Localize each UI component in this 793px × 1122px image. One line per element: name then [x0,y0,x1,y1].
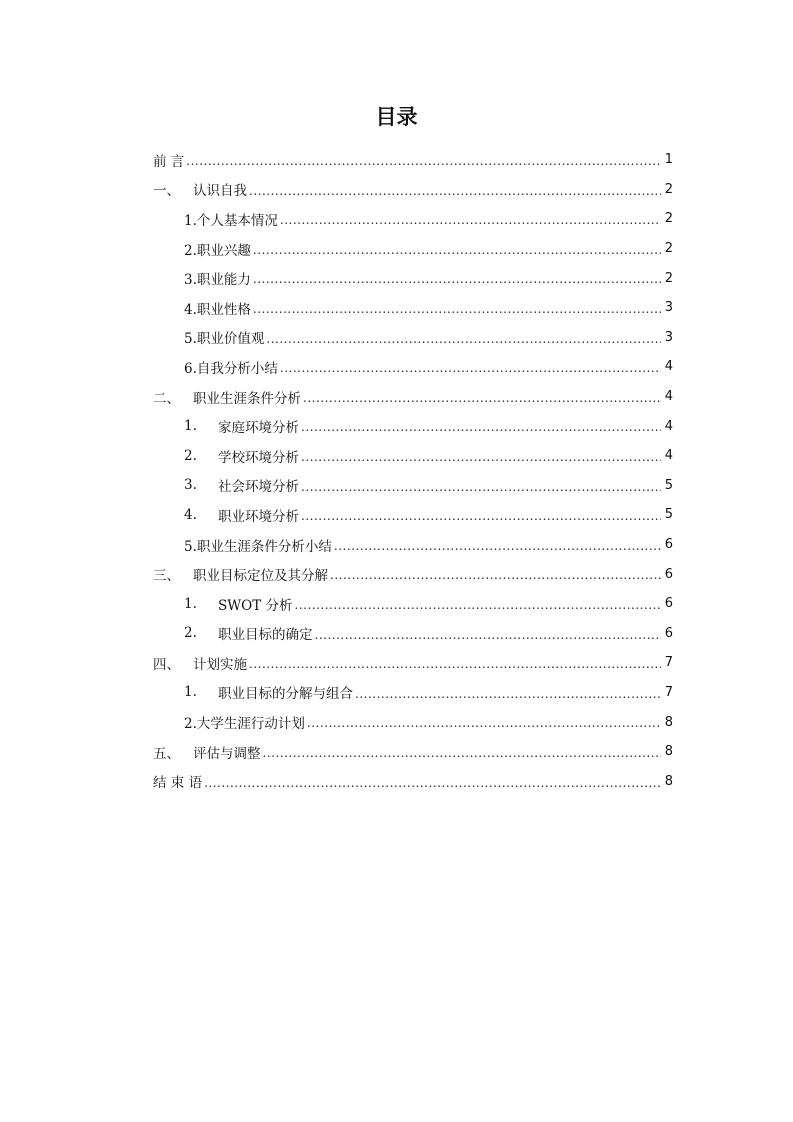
toc-entry[interactable] [153,530,673,560]
toc-entry[interactable] [153,175,673,205]
toc-entry-text: 家庭环境分析 [218,420,299,437]
toc-page-number: 6 [664,625,673,641]
toc-entry[interactable] [153,204,673,234]
toc-entry-text: 职业生涯条件分析 [193,390,301,407]
toc-leader-dots [280,362,661,376]
toc-page-number: 3 [664,300,673,316]
toc-entry-text: 职业目标定位及其分解 [193,568,328,585]
toc-entry-number: 2. [184,625,197,642]
toc-page-number: 8 [664,744,673,760]
toc-page-number: 2 [664,181,673,197]
toc-entry-number: 3. [184,477,197,494]
toc-leader-dots [301,481,661,495]
toc-page-number: 4 [664,359,673,375]
toc-entry-text: 5.职业价值观 [184,331,265,348]
toc-entry-text: 计划实施 [193,656,247,673]
toc-page-number: 6 [664,537,673,553]
toc-entry[interactable] [153,500,673,530]
toc-leader-dots [253,303,661,317]
toc-page-number: 8 [664,773,673,789]
toc-page-number: 7 [664,684,673,700]
toc-entry-number: 四、 [153,656,180,673]
toc-leader-dots [186,155,661,169]
toc-entry[interactable] [153,737,673,767]
toc-page-number: 7 [664,655,673,671]
toc-entry-text: 6.自我分析小结 [184,360,278,377]
toc-entry-text: 1.个人基本情况 [184,212,278,229]
toc-entry[interactable] [153,263,673,293]
toc-entry-number: 一、 [153,183,180,200]
toc-entry-text: 学校环境分析 [218,449,299,466]
page-title: 目录 [375,105,418,129]
toc-entry-text: 社会环境分析 [218,479,299,496]
toc-leader-dots [253,244,661,258]
toc-entry-text: 职业目标的分解与组合 [218,686,353,703]
toc-entry-number: 2. [184,447,197,464]
toc-leader-dots [263,747,662,761]
toc-leader-dots [303,392,661,406]
toc-entry[interactable] [153,323,673,353]
toc-entry-number: 1. [184,595,197,612]
toc-page-number: 8 [664,714,673,730]
table-of-contents [153,145,673,796]
toc-leader-dots [266,333,661,347]
toc-page-number: 4 [664,418,673,434]
toc-entry-text: 5.职业生涯条件分析小结 [184,538,332,555]
toc-leader-dots [280,214,661,228]
toc-page-number: 2 [664,270,673,286]
toc-entry[interactable] [153,589,673,619]
toc-leader-dots [249,658,661,672]
toc-entry[interactable] [153,234,673,264]
toc-leader-dots [301,451,661,465]
toc-entry[interactable] [153,766,673,796]
toc-page-number: 1 [664,152,673,168]
toc-entry-text: 职业目标的确定 [218,627,313,644]
toc-leader-dots [330,569,661,583]
toc-entry[interactable] [153,559,673,589]
toc-entry[interactable] [153,293,673,323]
toc-entry-number: 三、 [153,568,180,585]
toc-entry[interactable] [153,411,673,441]
toc-page-number: 6 [664,596,673,612]
toc-leader-dots [355,688,661,702]
toc-entry-text: 认识自我 [193,183,247,200]
toc-leader-dots [315,629,662,643]
toc-leader-dots [204,777,661,791]
toc-entry-text: 4.职业性格 [184,301,251,318]
toc-page-number: 2 [664,241,673,257]
toc-entry[interactable] [153,382,673,412]
toc-entry-number: 二、 [153,390,180,407]
toc-entry-text: SWOT 分析 [218,597,293,614]
toc-entry[interactable] [153,352,673,382]
toc-entry[interactable] [153,648,673,678]
toc-entry[interactable] [153,619,673,649]
toc-leader-dots [334,540,661,554]
toc-page-number: 6 [664,566,673,582]
toc-leader-dots [307,717,661,731]
toc-entry-text: 评估与调整 [193,745,261,762]
toc-entry-text: 职业环境分析 [218,508,299,525]
toc-entry[interactable] [153,145,673,175]
toc-leader-dots [249,185,661,199]
toc-page-number: 5 [664,477,673,493]
toc-entry-number: 4. [184,506,197,523]
toc-entry-text: 2.职业兴趣 [184,242,251,259]
toc-leader-dots [253,273,661,287]
toc-page-number: 5 [664,507,673,523]
toc-entry-text: 2.大学生涯行动计划 [184,716,305,733]
toc-page-number: 4 [664,389,673,405]
toc-entry-text: 前 言 [153,153,185,170]
toc-leader-dots [301,421,661,435]
toc-leader-dots [301,510,661,524]
toc-entry[interactable] [153,471,673,501]
toc-entry[interactable] [153,441,673,471]
toc-page-number: 3 [664,329,673,345]
toc-entry-number: 五、 [153,745,180,762]
toc-entry-text: 3.职业能力 [184,272,251,289]
toc-entry[interactable] [153,678,673,708]
toc-page-number: 2 [664,211,673,227]
toc-entry-number: 1. [184,418,197,435]
toc-entry-number: 1. [184,684,197,701]
toc-page-number: 4 [664,448,673,464]
toc-entry-text: 结 束 语 [153,775,203,792]
toc-leader-dots [295,599,662,613]
toc-entry[interactable] [153,707,673,737]
